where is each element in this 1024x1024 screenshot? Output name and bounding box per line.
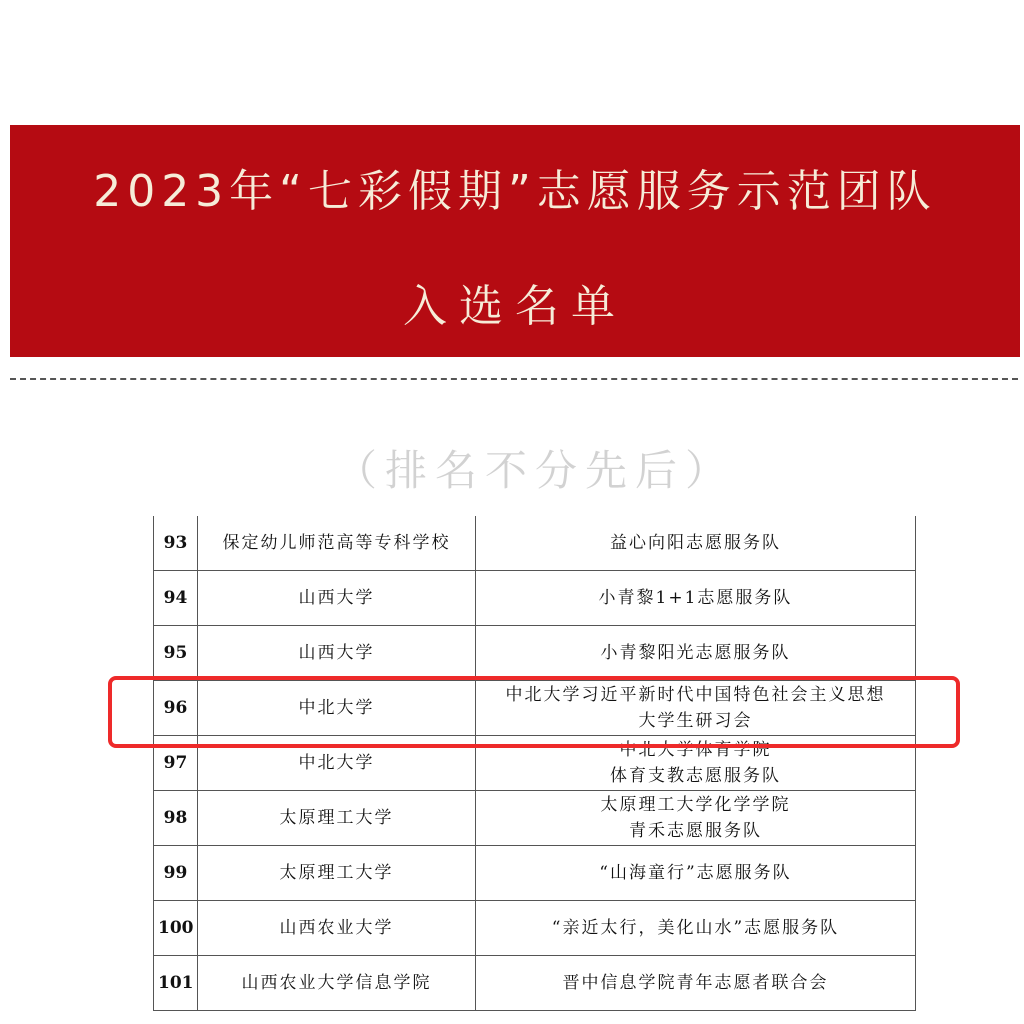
team-name-line: 中北大学体育学院 bbox=[619, 740, 772, 760]
team-name-line: 青禾志愿服务队 bbox=[629, 821, 762, 841]
school-name: 太原理工大学 bbox=[198, 791, 476, 846]
page-title: 2023年“七彩假期”志愿服务示范团队 bbox=[93, 166, 937, 217]
team-list-table bbox=[153, 516, 915, 1011]
team-name-line: 小青黎1+1志愿服务队 bbox=[598, 588, 793, 608]
row-number: 97 bbox=[154, 736, 198, 791]
school-name: 保定幼儿师范高等专科学校 bbox=[198, 516, 476, 571]
row-number: 101 bbox=[154, 956, 198, 1011]
ranking-note: （排名不分先后） bbox=[334, 446, 735, 495]
school-name: 太原理工大学 bbox=[198, 846, 476, 901]
row-number: 98 bbox=[154, 791, 198, 846]
row-number: 93 bbox=[154, 516, 198, 571]
dashed-divider bbox=[10, 378, 1018, 380]
table-row bbox=[154, 571, 916, 626]
team-name-line: 太原理工大学化学学院 bbox=[600, 795, 791, 815]
table-row bbox=[154, 956, 916, 1011]
school-name: 中北大学 bbox=[198, 681, 476, 736]
row-number: 94 bbox=[154, 571, 198, 626]
team-name-line: 大学生研习会 bbox=[638, 711, 753, 731]
table-row bbox=[154, 681, 916, 736]
team-name bbox=[476, 626, 916, 681]
table-row bbox=[154, 846, 916, 901]
team-name bbox=[476, 901, 916, 956]
row-number: 96 bbox=[154, 681, 198, 736]
table-row bbox=[154, 736, 916, 791]
table-row bbox=[154, 901, 916, 956]
table-row bbox=[154, 516, 916, 571]
school-name: 山西农业大学 bbox=[198, 901, 476, 956]
team-name-line: 益心向阳志愿服务队 bbox=[610, 533, 781, 553]
team-name-line: 中北大学习近平新时代中国特色社会主义思想 bbox=[505, 685, 886, 705]
team-name-line: “山海童行”志愿服务队 bbox=[599, 863, 792, 883]
school-name: 山西农业大学信息学院 bbox=[198, 956, 476, 1011]
page-subtitle: 入选名单 bbox=[403, 281, 627, 332]
team-name bbox=[476, 791, 916, 846]
school-name: 山西大学 bbox=[198, 571, 476, 626]
team-name-line: “亲近太行，美化山水”志愿服务队 bbox=[551, 918, 840, 938]
team-name bbox=[476, 736, 916, 791]
school-name: 中北大学 bbox=[198, 736, 476, 791]
team-name bbox=[476, 516, 916, 571]
team-name-line: 小青黎阳光志愿服务队 bbox=[600, 643, 791, 663]
table-row bbox=[154, 626, 916, 681]
team-name bbox=[476, 571, 916, 626]
team-name bbox=[476, 846, 916, 901]
team-name-line: 晋中信息学院青年志愿者联合会 bbox=[562, 973, 829, 993]
row-number: 100 bbox=[154, 901, 198, 956]
team-name-line: 体育支教志愿服务队 bbox=[610, 766, 781, 786]
title-banner bbox=[10, 125, 1020, 357]
team-name bbox=[476, 681, 916, 736]
team-name bbox=[476, 956, 916, 1011]
row-number: 99 bbox=[154, 846, 198, 901]
school-name: 山西大学 bbox=[198, 626, 476, 681]
table-row bbox=[154, 791, 916, 846]
row-number: 95 bbox=[154, 626, 198, 681]
